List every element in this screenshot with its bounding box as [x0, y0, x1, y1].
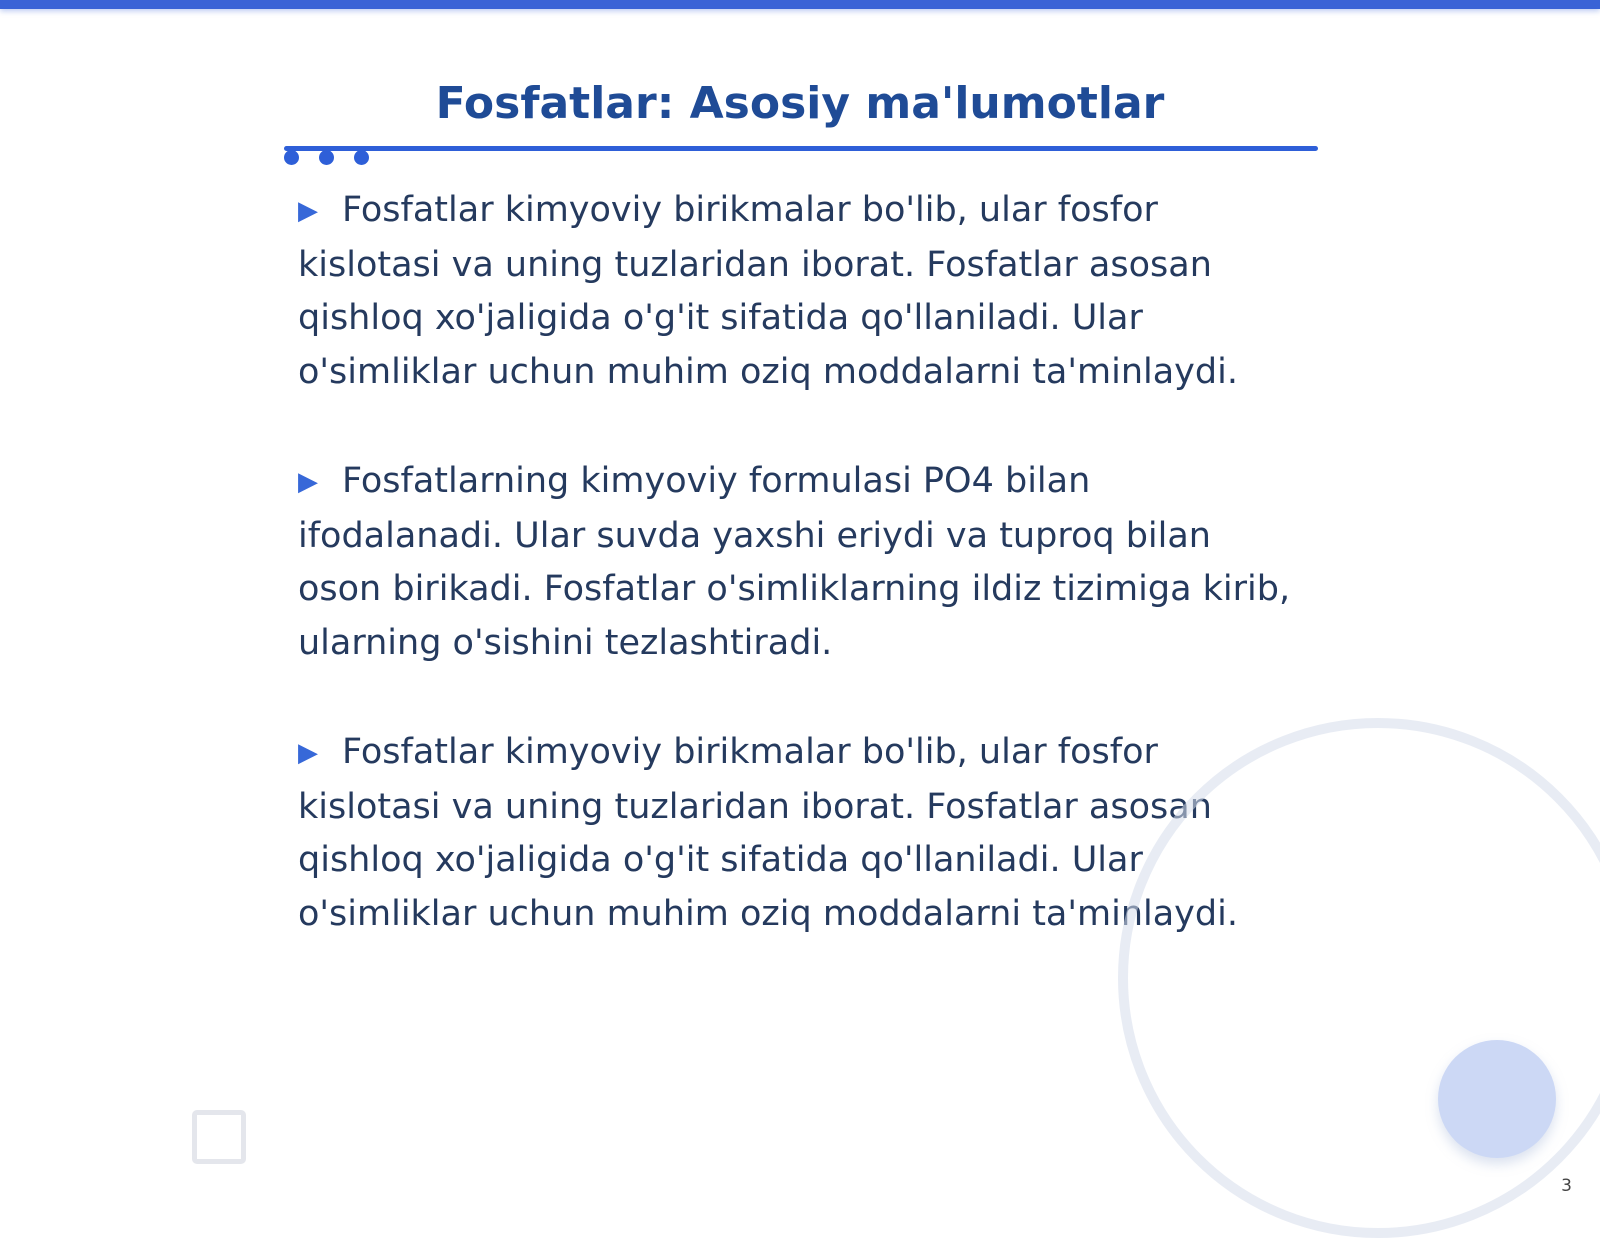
top-accent-bar: [0, 0, 1600, 9]
bullet-text: Fosfatlar kimyoviy birikmalar bo'lib, ular fosfor kislotasi va uning tuzlaridan iborat. Fosfatlar asosan qishloq xo'jaligida o'g'it sifatida qo'llaniladi. Ular o'simliklar uchun muhim oziq moddalarni ta'minlaydi.: [298, 190, 1238, 392]
triangle-bullet-icon: ▶: [298, 196, 318, 226]
triangle-bullet-icon: ▶: [298, 738, 318, 768]
decorative-square: [192, 1110, 246, 1164]
title-underline: [284, 146, 1318, 151]
bullet-text: Fosfatlarning kimyoviy formulasi PO4 bilan ifodalanadi. Ular suvda yaxshi eriydi va tuproq bilan oson birikadi. Fosfatlar o'simliklarning ildiz tizimiga kirib, ularning o'sishini tezlashtiradi.: [298, 461, 1291, 663]
bullet-text: Fosfatlar kimyoviy birikmalar bo'lib, ular fosfor kislotasi va uning tuzlaridan iborat. Fosfatlar asosan qishloq xo'jaligida o'g'it sifatida qo'llaniladi. Ular o'simliklar uchun muhim oziq moddalarni ta'minlaydi.: [298, 732, 1238, 934]
decorative-circle: [1438, 1040, 1556, 1158]
title-dot-1: [284, 150, 299, 165]
triangle-bullet-icon: ▶: [298, 467, 318, 497]
bullet-item: [298, 455, 1298, 670]
bullet-item: [298, 184, 1298, 399]
title-dot-3: [354, 150, 369, 165]
title-dot-2: [319, 150, 334, 165]
page-number: 3: [1561, 1176, 1572, 1196]
slide-title: Fosfatlar: Asosiy ma'lumotlar: [435, 78, 1165, 129]
